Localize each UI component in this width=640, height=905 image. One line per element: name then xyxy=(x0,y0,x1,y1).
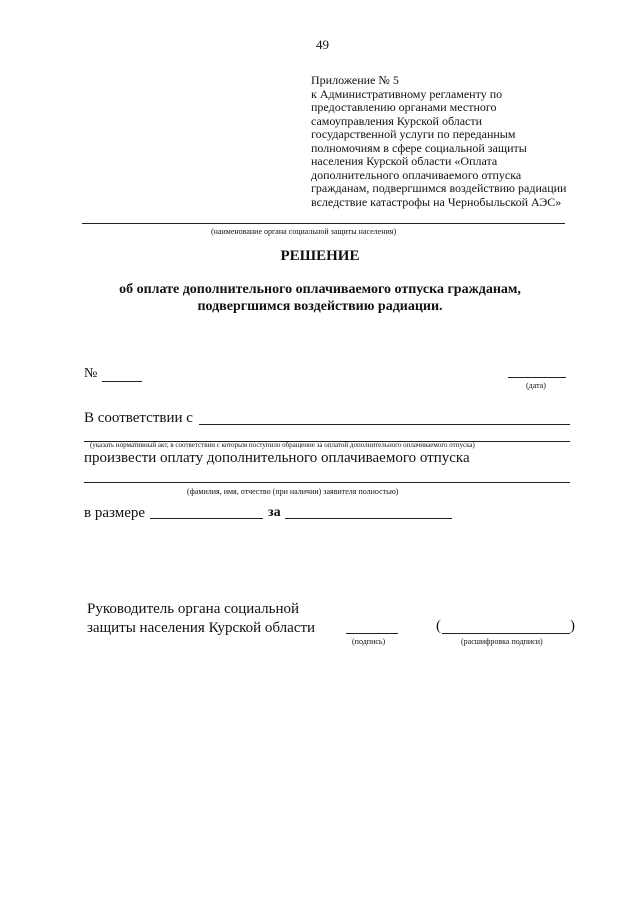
appendix-title: Приложение № 5 xyxy=(311,73,399,87)
appendix-line: полномочиям в сфере социальной защиты xyxy=(311,140,527,155)
appendix-line: самоуправления Курской области xyxy=(311,113,483,128)
close-paren: ) xyxy=(570,618,575,634)
period-field[interactable] xyxy=(285,518,452,519)
signature-decoding-field[interactable] xyxy=(442,633,570,634)
normative-caption: (указать нормативный акт, в соответствии с которым поступило обращение за оплатой дополнительного оплачиваемого отпуска) xyxy=(90,441,475,449)
amount-label: в размере xyxy=(84,505,146,521)
appendix-line: населения Курской области «Оплата xyxy=(311,154,498,168)
head-label-line-1: Руководитель органа социальной xyxy=(87,601,299,617)
subtitle-line-1: об оплате дополнительного оплачиваемого отпуска гражданам, xyxy=(119,282,521,297)
number-label: № xyxy=(84,366,98,381)
open-paren: ( xyxy=(436,618,441,634)
number-field[interactable] xyxy=(102,381,142,382)
accordance-label: В соответствии с xyxy=(84,410,193,426)
signature-field[interactable] xyxy=(346,633,398,634)
pay-text: произвести оплату дополнительного оплачиваемого отпуска xyxy=(84,450,470,466)
authority-caption: (наименование органа социальной защиты населения) xyxy=(211,227,397,236)
appendix-line: к Административному регламенту по xyxy=(311,86,503,101)
signature-caption: (подпись) xyxy=(352,637,386,646)
applicant-field[interactable] xyxy=(84,482,570,483)
date-caption: (дата) xyxy=(526,381,546,390)
normative-act-field[interactable] xyxy=(199,424,570,425)
applicant-caption: (фамилия, имя, отчество (при наличии) заявителя полностью) xyxy=(187,487,399,496)
page-number: 49 xyxy=(316,37,329,52)
appendix-line: государственной услуги по переданным xyxy=(311,127,516,141)
authority-name-field[interactable] xyxy=(82,223,565,224)
doc-title: РЕШЕНИЕ xyxy=(280,248,360,264)
date-field[interactable] xyxy=(508,377,566,378)
appendix-block xyxy=(311,74,566,209)
appendix-line: вследствие катастрофы на Чернобыльской АЭС» xyxy=(311,194,562,209)
amount-field[interactable] xyxy=(150,518,263,519)
appendix-line: дополнительного оплачиваемого отпуска xyxy=(311,167,522,182)
head-label-line-2: защиты населения Курской области xyxy=(87,620,316,636)
appendix-line: предоставлению органами местного xyxy=(311,100,497,114)
decoding-caption: (расшифровка подписи) xyxy=(461,637,543,646)
subtitle-line-2: подвергшимся воздействию радиации. xyxy=(197,299,443,314)
for-label: за xyxy=(268,505,281,520)
appendix-line: гражданам, подвергшимся воздействию радиации xyxy=(311,181,567,195)
